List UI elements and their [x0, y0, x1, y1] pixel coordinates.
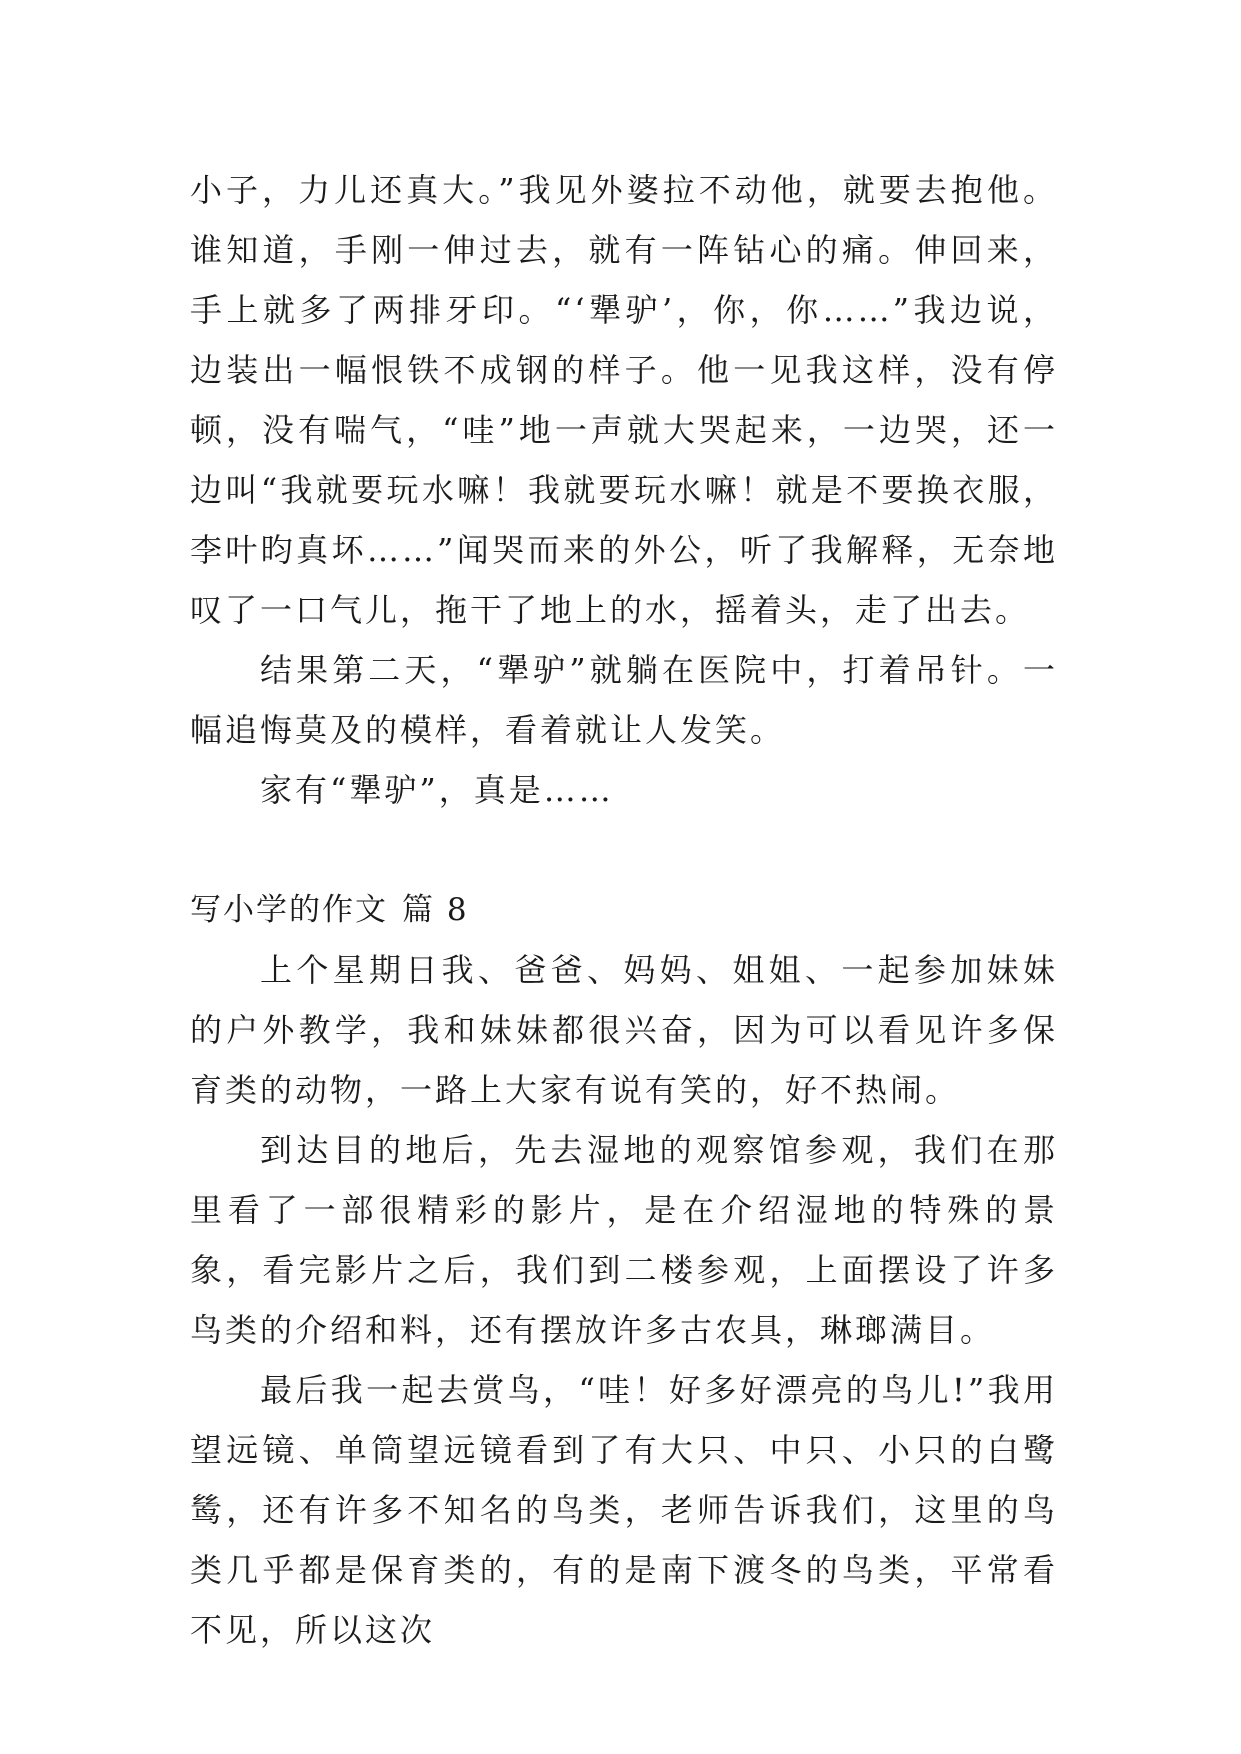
paragraph-hospital: 结果第二天，“犟驴”就躺在医院中，打着吊针。一幅追悔莫及的模样，看着就让人发笑。: [190, 651, 1058, 749]
section-spacer: [190, 820, 1058, 880]
section-heading-label: 篇 8: [402, 892, 469, 928]
paragraph-intro: 上个星期日我、爸爸、妈妈、姐姐、一起参加妹妹的户外教学，我和妹妹都很兴奋，因为可以看见许多保育类的动物，一路上大家有说有笑的，好不热闹。: [190, 951, 1058, 1109]
section-heading-text: 写小学的作文: [190, 892, 388, 928]
paragraph-observatory: 到达目的地后，先去湿地的观察馆参观，我们在那里看了一部很精彩的影片，是在介绍湿地的特殊的景象，看完影片之后，我们到二楼参观，上面摆设了许多鸟类的介绍和料，还有摆放许多古农具，琳瑯满目。: [190, 1131, 1058, 1349]
paragraph-birdwatching: 最后我一起去赏鸟，“哇！好多好漂亮的鸟儿!”我用望远镜、单筒望远镜看到了有大只、中只、小只的白鹭鸶，还有许多不知名的鸟类，老师告诉我们，这里的鸟类几乎都是保育类的，有的是南下渡冬的鸟类，平常看不见，所以这次: [190, 1371, 1058, 1649]
paragraph-ending: 家有“犟驴”，真是……: [260, 771, 614, 809]
document-body: [190, 160, 1058, 1660]
paragraph-continued: 小子，力儿还真大。”我见外婆拉不动他，就要去抱他。谁知道，手刚一伸过去，就有一阵钻心的痛。伸回来，手上就多了两排牙印。“‘犟驴’，你，你……”我边说，边装出一幅恨铁不成钢的样子。他一见我这样，没有停顿，没有喘气，“哇”地一声就大哭起来，一边哭，还一边叫“我就要玩水嘛！我就要玩水嘛！就是不要换衣服，李叶昀真坏……”闻哭而来的外公，听了我解释，无奈地叹了一口气儿，拖干了地上的水，摇着头，走了出去。: [190, 171, 1058, 629]
section-heading: [190, 880, 1058, 940]
